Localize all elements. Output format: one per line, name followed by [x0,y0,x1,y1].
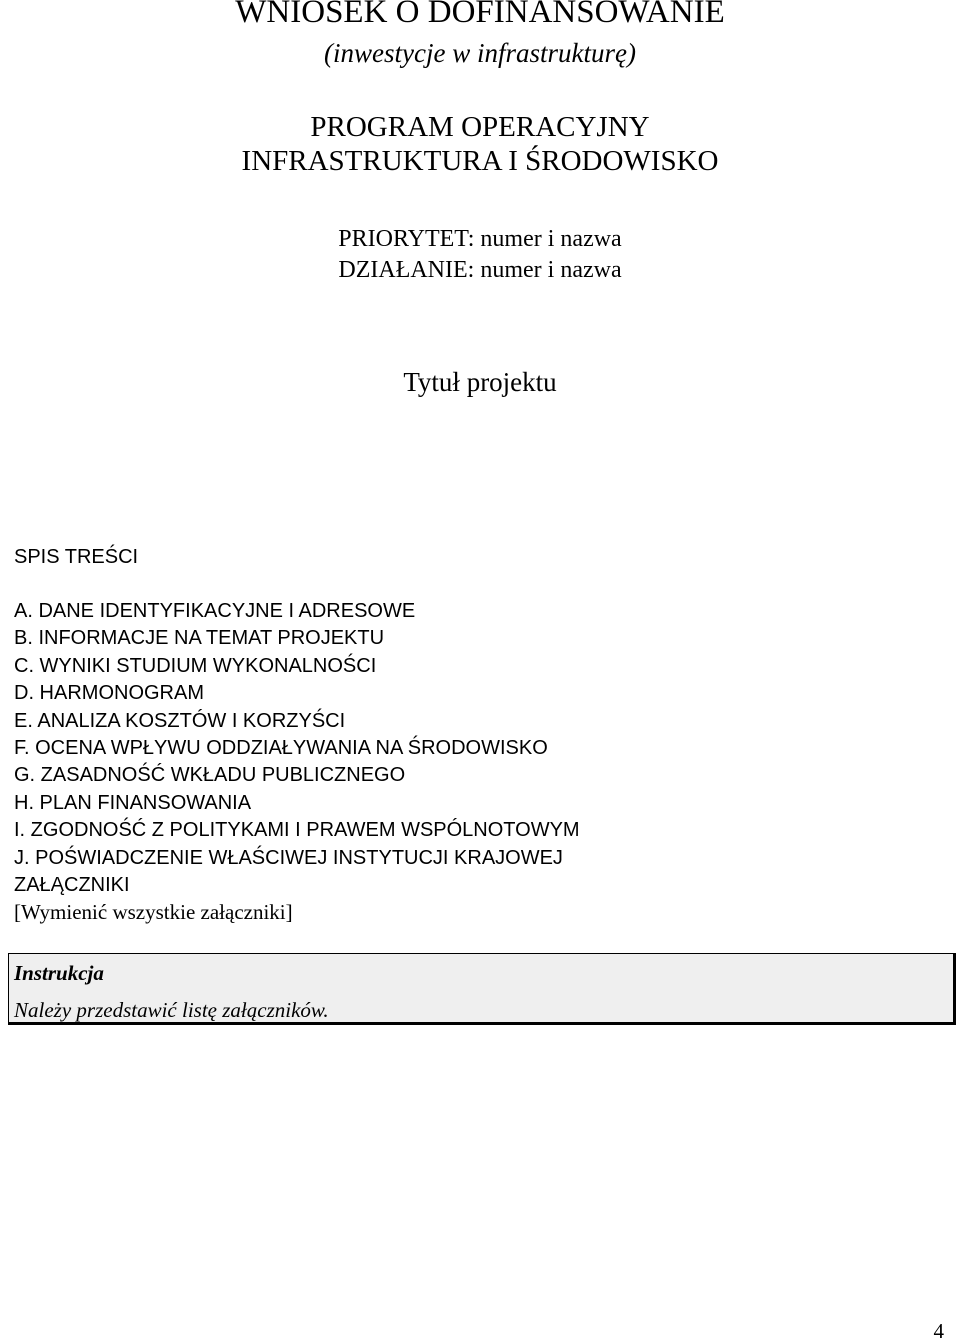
toc-heading: SPIS TREŚCI [14,546,139,568]
toc-item-f: F. OCENA WPŁYWU ODDZIAŁYWANIA NA ŚRODOWISKO [14,737,548,760]
toc-item-e: E. ANALIZA KOSZTÓW I KORZYŚCI [14,709,346,732]
toc-item-h: H. PLAN FINANSOWANIA [14,791,252,814]
attachments-note: [Wymienić wszystkie załączniki] [14,900,293,925]
instruction-title: Instrukcja [14,961,104,985]
priority-block [0,224,960,286]
page-number: 4 [933,1319,944,1343]
instruction-body: Należy przedstawić listę załączników. [14,998,329,1022]
document-subtitle: (inwestycje w infrastrukturę) [324,38,636,68]
project-title: Tytuł projektu [403,367,557,397]
toc-item-i: I. ZGODNOŚĆ Z POLITYKAMI I PRAWEM WSPÓLNOTOWYM [14,819,580,842]
toc-item-g: G. ZASADNOŚĆ WKŁADU PUBLICZNEGO [14,764,406,787]
action-line: DZIAŁANIE: numer i nazwa [338,257,622,283]
toc-item-b: B. INFORMACJE NA TEMAT PROJEKTU [14,627,385,650]
instruction-box [8,953,956,1025]
program-name [0,110,960,178]
document-title: WNIOSEK O DOFINANSOWANIE [235,0,725,30]
toc-item-a: A. DANE IDENTYFIKACYJNE I ADRESOWE [14,600,416,622]
toc-item-c: C. WYNIKI STUDIUM WYKONALNOŚCI [14,654,377,677]
priority-line: PRIORYTET: numer i nazwa [338,226,622,252]
program-line-2: INFRASTRUKTURA I ŚRODOWISKO [241,145,719,177]
program-line-1: PROGRAM OPERACYJNY [310,111,650,143]
toc-item-d: D. HARMONOGRAM [14,682,204,705]
toc-item-attachments: ZAŁĄCZNIKI [14,874,130,897]
toc-item-j: J. POŚWIADCZENIE WŁAŚCIWEJ INSTYTUCJI KRAJOWEJ [14,846,563,869]
table-of-contents [14,598,580,927]
